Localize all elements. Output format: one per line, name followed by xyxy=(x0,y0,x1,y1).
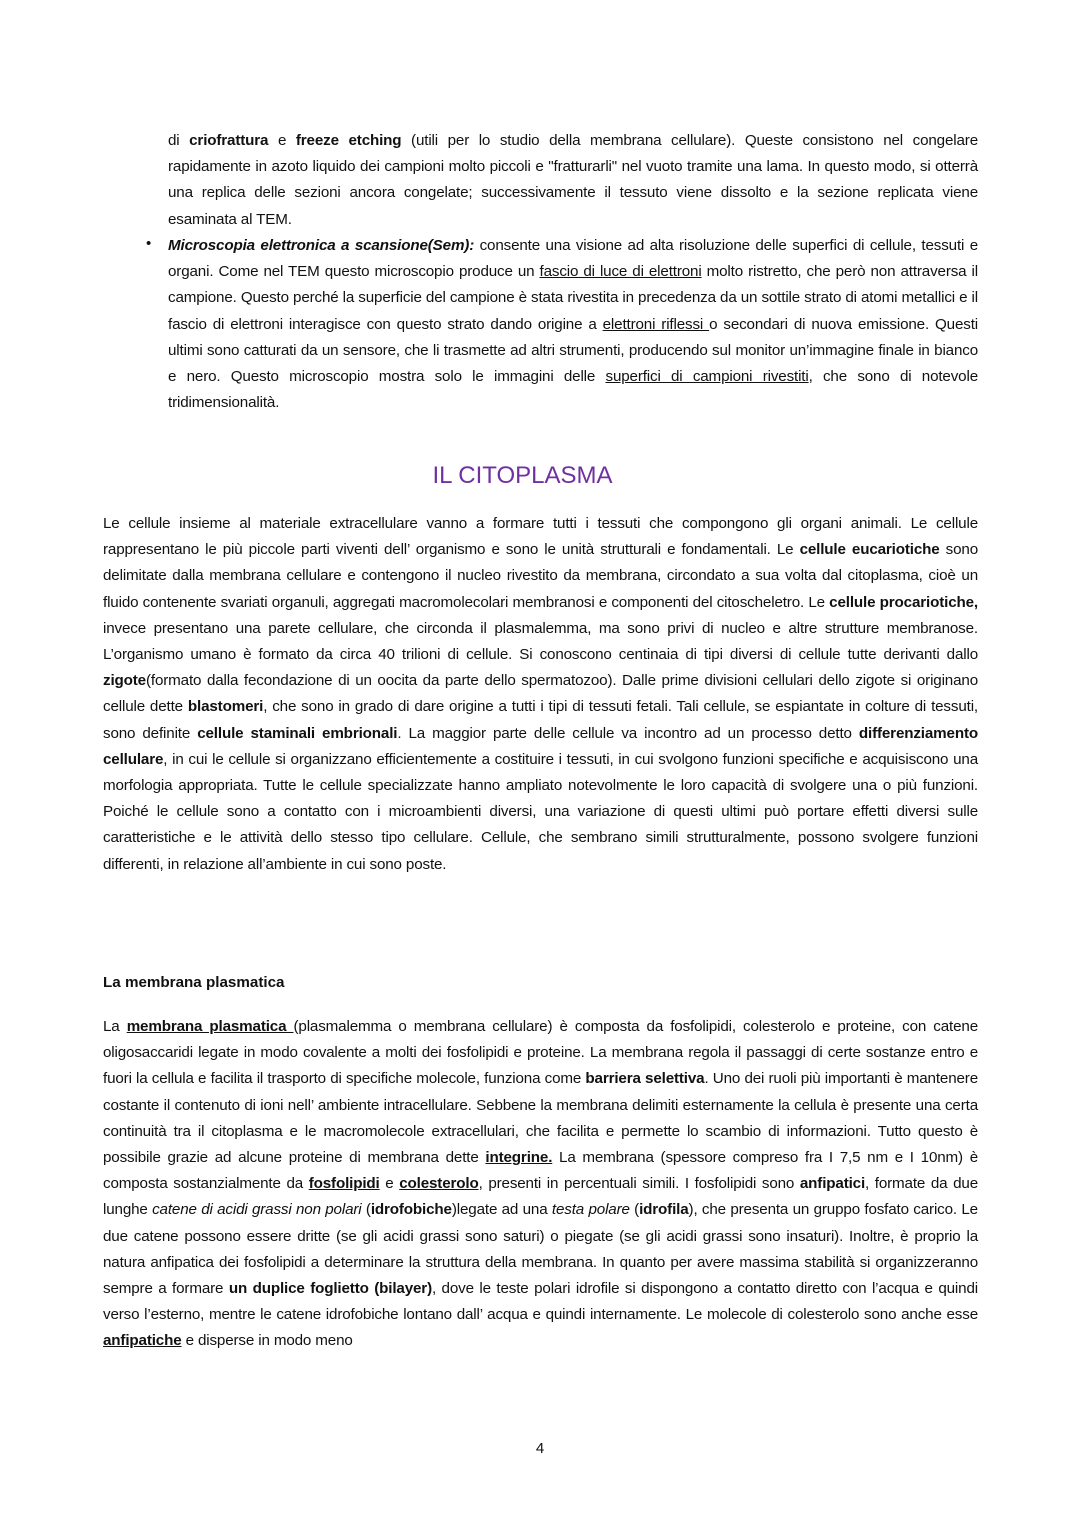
text-run: , formate da due lunghe xyxy=(103,1175,978,1219)
text-run: , che sono di notevole tridimensionalità. xyxy=(168,368,978,412)
text-run: di xyxy=(168,132,190,149)
emphasized-text: membrana plasmatica xyxy=(126,1018,294,1035)
text-run: e xyxy=(379,1175,400,1193)
emphasized-text: differenziamento cellulare xyxy=(103,724,978,768)
citoplasma-paragraph xyxy=(103,511,978,878)
emphasized-text: blastomeri xyxy=(187,698,264,716)
text-run: , dove le teste polari idrofile si dispongono a contatto diretto con l’acqua e quindi verso l’esterno, mentre le catene idrofobiche lontano dall’ acqua e quindi internamente. Le molecole di colesterolo sono anche esse xyxy=(103,1280,978,1324)
emphasized-text: zigote xyxy=(103,672,146,690)
text-run: consente una visione ad alta risoluzione delle superfici di cellule, tessuti e organi. Come nel TEM questo microscopio produce un xyxy=(168,237,978,281)
emphasized-text: colesterolo xyxy=(399,1175,479,1193)
text-run: (plasmalemma o membrana cellulare) è composta da fosfolipidi, colesterolo e proteine, con catene oligosaccaridi legate in modo covalente a molti dei fosfolipidi e proteine. La membrana regola il passaggi di certe sostanze entro e fuori la cellula e facilita il trasporto di specifiche molecole, funziona come xyxy=(103,1018,978,1088)
emphasized-text: integrine. xyxy=(485,1149,553,1167)
text-run: . Uno dei ruoli più importanti è mantenere costante il contenuto di ioni nell’ ambiente intracellulare. Sebbene la membrana delimiti esternamente la cellula è presente una certa continuità tra il citoplasma e le macromolecole extracellulari, che facilita e permette lo scambio di informazioni. Tutto questo è possibile grazie ad alcune proteine di membrana dette xyxy=(103,1070,979,1167)
emphasized-text: fosfolipidi xyxy=(308,1175,380,1193)
text-run: e disperse in modo meno xyxy=(181,1332,353,1350)
text-run: , che sono in grado di dare origine a tutti i tipi di tessuti fetali. Tali cellule, se espiantate in colture di tessuti, sono definite xyxy=(103,698,978,742)
text-run: . La maggior parte delle cellule va incontro ad un processo detto xyxy=(397,724,859,742)
subheading: La membrana plasmatica xyxy=(103,974,285,991)
text-run: ( xyxy=(629,1201,640,1219)
emphasized-text: anfipatiche xyxy=(103,1332,182,1350)
membrane-paragraph xyxy=(103,1014,978,1355)
text-run: e xyxy=(268,132,296,149)
text-run: )legate ad una xyxy=(451,1201,552,1219)
emphasized-text: cellule procariotiche, xyxy=(829,593,978,611)
emphasized-text: idrofobiche xyxy=(370,1201,452,1219)
text-run: ), che presenta un gruppo fosfato carico. Le due catene possono essere dritte (se gli acidi grassi sono saturi) o piegate (se gli acidi grassi sono insaturi). Inoltre, è proprio la natura anfipatica dei fosfolipidi a determinare la struttura della membrana. In quanto per avere massima stabilità si organizzeranno sempre a formare xyxy=(103,1201,978,1298)
section-title: IL CITOPLASMA xyxy=(432,462,613,489)
text-run: (utili per lo studio della membrana cellulare). Queste consistono nel congelare rapidamente in azoto liquido dei campioni molto piccoli e "fratturarli" nel vuoto tramite una lama. In questo modo, si otterrà una replica delle sezioni ancora congelate; successivamente il tessuto viene dissolto e la sezione replicata viene esaminata al TEM. xyxy=(168,132,978,228)
emphasized-text: catene di acidi grassi non polari xyxy=(152,1201,362,1219)
emphasized-text: idrofila xyxy=(639,1201,689,1219)
text-run: molto ristretto, che però non attraversa il campione. Questo perché la superficie del campione è stata rivestita in precedenza da un sottile strato di atomi metallici e il fascio di elettroni interagisce con questo strato dando origine a xyxy=(168,263,978,333)
emphasized-text: freeze etching xyxy=(295,132,402,149)
emphasized-text: cellule staminali embrionali xyxy=(197,724,398,742)
emphasized-text: un duplice foglietto (bilayer) xyxy=(228,1280,432,1298)
emphasized-text: testa polare xyxy=(551,1201,630,1219)
text-run: La membrana (spessore compreso fra I 7,5 nm e I 10nm) è composta sostanzialmente da xyxy=(103,1149,979,1193)
bullet-marker: • xyxy=(146,235,152,252)
text-run: ( xyxy=(361,1201,371,1219)
text-run: La xyxy=(103,1018,127,1035)
text-run: Le cellule insieme al materiale extracellulare vanno a formare tutti i tessuti che compongono gli organi animali. Le cellule rappresentano le più piccole parti viventi dell’ organismo e sono le unità strutturali e fondamentali. Le xyxy=(103,515,978,559)
emphasized-text: superfici di campioni rivestiti xyxy=(605,368,809,386)
text-run: , presenti in percentuali simili. I fosfolipidi sono xyxy=(478,1175,800,1193)
emphasized-text: cellule eucariotiche xyxy=(799,541,940,559)
emphasized-text: Microscopia elettronica a scansione(Sem): xyxy=(168,237,475,254)
text-run: , in cui le cellule si organizzano efficientemente a costituire i tessuti, in cui svolgono funzioni specifiche e acquisiscono una morfologia appropriata. Tutte le cellule specializzate hanno ampliato notevolmente le loro capacità di svolgere una o più funzioni. Poiché le cellule sono a contatto con i microambienti diversi, una variazione di questi ultimi può portare effetti diversi sulle caratteristiche e le attività dello stesso tipo cellulare. Cellule, che sembrano simili strutturalmente, possono svolgere funzioni differenti, in relazione all’ambiente in cui sono poste. xyxy=(103,750,978,873)
emphasized-text: fascio di luce di elettroni xyxy=(539,263,702,281)
text-run: o secondari di nuova emissione. Questi ultimi sono catturati da un sensore, che li trasmette ad altri strumenti, producendo sul monitor un’immagine finale in bianco e nero. Questo microscopio mostra solo le immagini delle xyxy=(168,315,979,386)
emphasized-text: elettroni riflessi xyxy=(602,315,710,333)
continuation-paragraph xyxy=(168,128,978,233)
page-number: 4 xyxy=(535,1440,545,1457)
text-run: (formato dalla fecondazione di un oocita da parte dello spermatozoo). Dalle prime divisioni cellulari dello zigote si originano cellule dette xyxy=(103,672,978,716)
sem-bullet-item xyxy=(168,233,978,416)
emphasized-text: barriera selettiva xyxy=(585,1070,705,1088)
emphasized-text: anfipatici xyxy=(799,1175,866,1193)
text-run: sono delimitate dalla membrana cellulare e contengono il nucleo rivestito da membrana, circondato a sua volta dal citoplasma, cioè un fluido contenente svariati organuli, aggregati macromolecolari membranosi e componenti del citoscheletro. Le xyxy=(103,541,979,611)
text-run: invece presentano una parete cellulare, che circonda il plasmalemma, ma sono privi di nucleo e altre strutture membranose. L’organismo umano è formato da circa 40 trilioni di cellule. Si conoscono centinaia di tipi diversi di cellule tutte derivanti dallo xyxy=(103,619,978,664)
emphasized-text: criofrattura xyxy=(189,132,269,149)
